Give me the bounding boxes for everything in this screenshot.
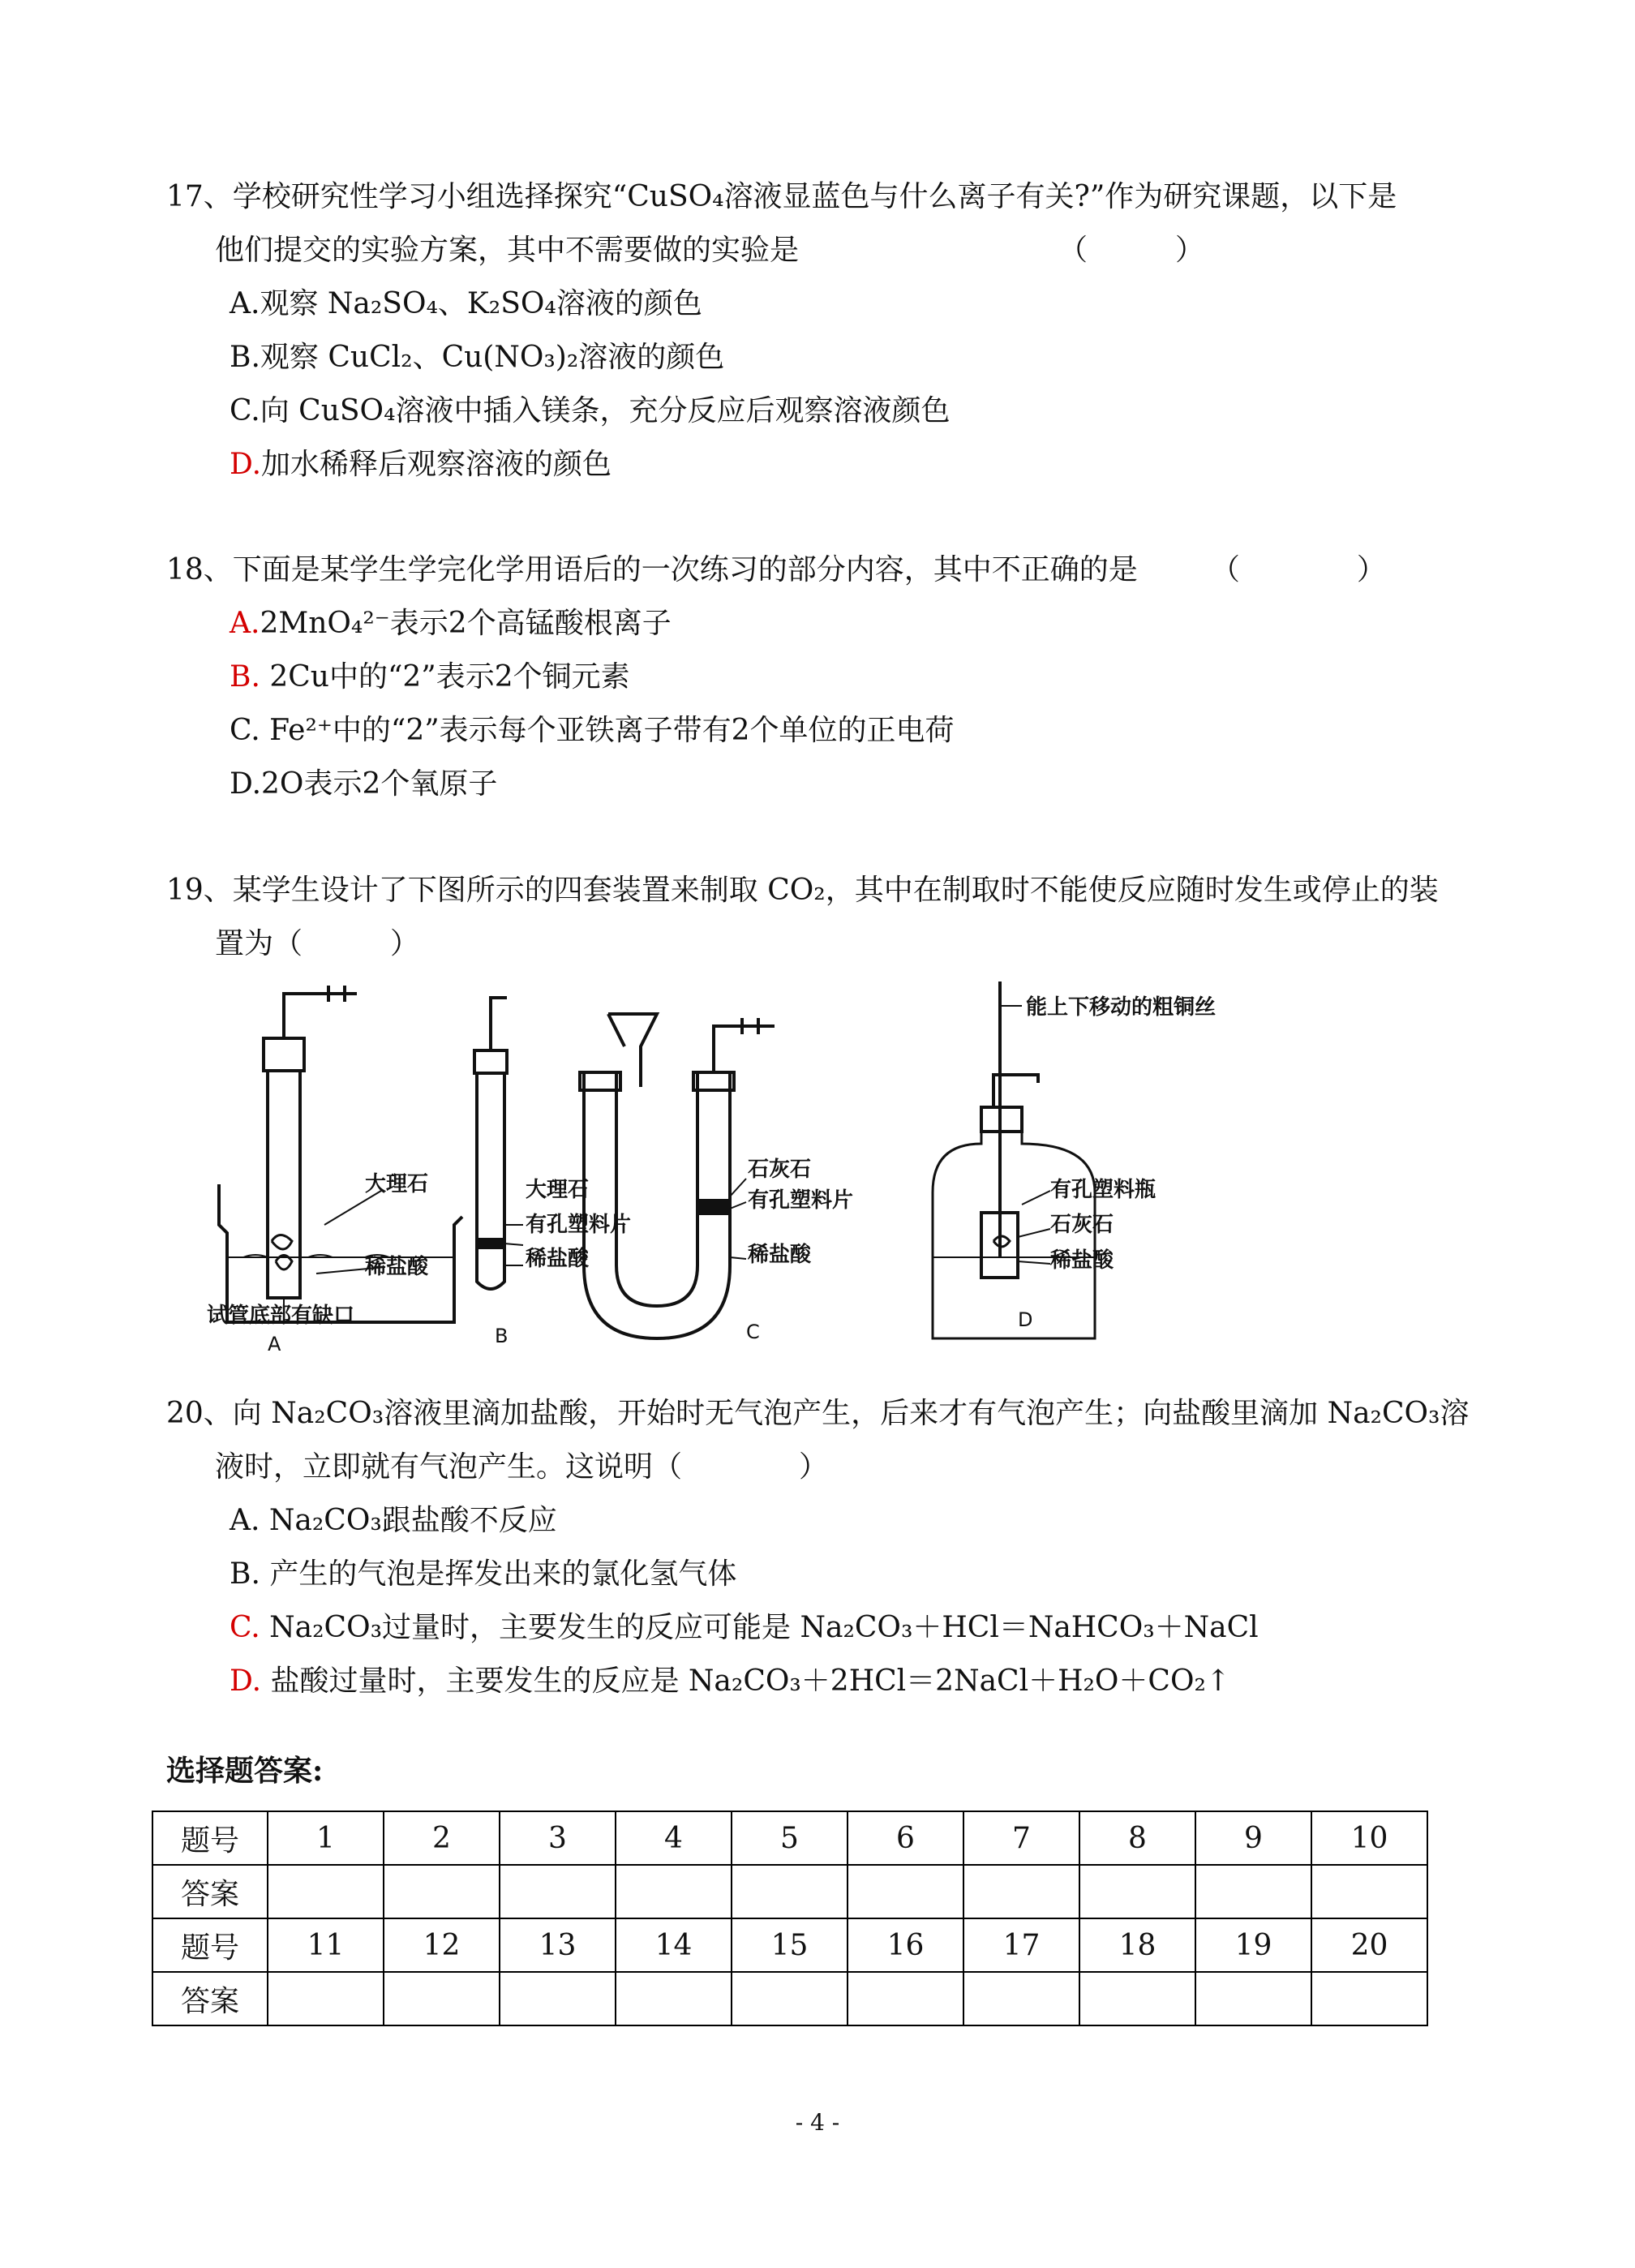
number-cell: 6 bbox=[848, 1811, 963, 1865]
label-c-plate: 有孔塑料片 bbox=[748, 1188, 854, 1213]
header-cell: 题号 bbox=[152, 1811, 268, 1865]
question-19-line2: 置为（ ） bbox=[215, 927, 420, 960]
option-text: 2O表示2个氧原子 bbox=[261, 767, 498, 801]
answer-cell[interactable] bbox=[1311, 1972, 1427, 2025]
option-a bbox=[166, 597, 1496, 651]
question-19 bbox=[166, 864, 1496, 971]
option-text: 加水稀释后观察溶液的颜色 bbox=[261, 448, 612, 481]
option-text: Na₂CO₃过量时，主要发生的反应可能是 Na₂CO₃＋HCl＝NaHCO₃＋NaCl bbox=[260, 1611, 1259, 1644]
number-cell: 1 bbox=[268, 1811, 384, 1865]
label-d-acid: 稀盐酸 bbox=[1050, 1248, 1114, 1273]
number-cell: 9 bbox=[1195, 1811, 1311, 1865]
label-b-plate: 有孔塑料片 bbox=[526, 1213, 632, 1237]
question-17-line2 bbox=[166, 224, 1496, 277]
option-letter: C. bbox=[230, 394, 260, 427]
number-cell: 20 bbox=[1311, 1918, 1427, 1972]
option-b bbox=[166, 1548, 1496, 1601]
number-cell: 14 bbox=[616, 1918, 732, 1972]
answer-cell[interactable] bbox=[500, 1972, 616, 2025]
option-letter: D. bbox=[230, 767, 262, 801]
number-cell: 15 bbox=[732, 1918, 848, 1972]
answer-cell[interactable] bbox=[616, 1972, 732, 2025]
number-cell: 13 bbox=[500, 1918, 616, 1972]
question-20 bbox=[166, 1387, 1496, 1708]
label-d-limestone: 石灰石 bbox=[1050, 1213, 1114, 1237]
number-cell: 3 bbox=[500, 1811, 616, 1865]
label-a-acid: 稀盐酸 bbox=[365, 1255, 429, 1279]
answer-cell[interactable] bbox=[732, 1972, 848, 2025]
question-18-line1 bbox=[166, 543, 1496, 597]
number-cell: 5 bbox=[732, 1811, 848, 1865]
answer-table bbox=[152, 1811, 1428, 2026]
label-c-limestone: 石灰石 bbox=[748, 1158, 812, 1182]
table-row bbox=[152, 1811, 1427, 1865]
option-a bbox=[166, 277, 1496, 331]
option-text: 向 CuSO₄溶液中插入镁条，充分反应后观察溶液颜色 bbox=[260, 394, 951, 427]
label-d-wire: 能上下移动的粗铜丝 bbox=[1026, 995, 1217, 1020]
option-letter: A. bbox=[230, 1504, 260, 1537]
answer-cell[interactable] bbox=[500, 1865, 616, 1918]
option-b bbox=[166, 651, 1496, 704]
number-cell: 18 bbox=[1079, 1918, 1195, 1972]
apparatus-b bbox=[474, 998, 523, 1289]
option-text: Fe²⁺中的“2”表示每个亚铁离子带有2个单位的正电荷 bbox=[260, 714, 955, 747]
answer-cell[interactable] bbox=[848, 1865, 963, 1918]
answer-cell[interactable] bbox=[268, 1972, 384, 2025]
number-cell: 17 bbox=[963, 1918, 1079, 1972]
question-17-line1: 17、学校研究性学习小组选择探究“CuSO₄溶液显蓝色与什么离子有关?”作为研究课题，以下是 bbox=[166, 180, 1397, 213]
apparatus-c bbox=[580, 1014, 775, 1338]
answer-table-title: 选择题答案: bbox=[166, 1754, 324, 1788]
option-letter: C. bbox=[230, 1611, 260, 1644]
answer-cell[interactable] bbox=[1079, 1972, 1195, 2025]
option-letter: D. bbox=[230, 448, 262, 481]
question-17-stem: 他们提交的实验方案，其中不需要做的实验是 bbox=[215, 234, 800, 267]
answer-cell[interactable] bbox=[1195, 1972, 1311, 2025]
answer-cell[interactable] bbox=[732, 1865, 848, 1918]
question-17 bbox=[166, 170, 1496, 492]
number-cell: 19 bbox=[1195, 1918, 1311, 1972]
option-c bbox=[166, 1601, 1496, 1655]
option-letter: B. bbox=[230, 1557, 260, 1591]
option-c bbox=[166, 704, 1496, 758]
option-letter: C. bbox=[230, 714, 260, 747]
option-c bbox=[166, 384, 1496, 438]
answer-cell[interactable] bbox=[616, 1865, 732, 1918]
answer-paren: （ ） bbox=[1058, 234, 1205, 267]
option-text: 产生的气泡是挥发出来的氯化氢气体 bbox=[260, 1557, 737, 1591]
answer-cell[interactable] bbox=[384, 1972, 500, 2025]
option-text: 观察 CuCl₂、Cu(NO₃)₂溶液的颜色 bbox=[260, 341, 725, 374]
table-row bbox=[152, 1972, 1427, 2025]
caption-d: D bbox=[1018, 1308, 1033, 1331]
option-text: Na₂CO₃跟盐酸不反应 bbox=[260, 1504, 557, 1537]
answer-cell[interactable] bbox=[1311, 1865, 1427, 1918]
apparatus-d bbox=[933, 982, 1095, 1338]
number-cell: 12 bbox=[384, 1918, 500, 1972]
option-text: 观察 Na₂SO₄、K₂SO₄溶液的颜色 bbox=[260, 287, 702, 320]
option-letter: A. bbox=[230, 607, 260, 640]
label-b-marble: 大理石 bbox=[526, 1178, 590, 1202]
question-20-line1: 20、向 Na₂CO₃溶液里滴加盐酸，开始时无气泡产生，后来才有气泡产生；向盐酸里滴加 Na₂CO₃溶 bbox=[166, 1397, 1470, 1430]
answer-cell[interactable] bbox=[384, 1865, 500, 1918]
question-18 bbox=[166, 543, 1496, 811]
number-cell: 7 bbox=[963, 1811, 1079, 1865]
option-d bbox=[166, 438, 1496, 492]
number-cell: 16 bbox=[848, 1918, 963, 1972]
caption-c: C bbox=[746, 1321, 760, 1343]
label-b-acid: 稀盐酸 bbox=[526, 1247, 590, 1271]
option-letter: B. bbox=[230, 341, 260, 374]
option-d bbox=[166, 758, 1496, 811]
option-b bbox=[166, 331, 1496, 384]
header-cell: 答案 bbox=[152, 1865, 268, 1918]
number-cell: 10 bbox=[1311, 1811, 1427, 1865]
option-letter: D. bbox=[230, 1664, 262, 1698]
number-cell: 8 bbox=[1079, 1811, 1195, 1865]
caption-b: B bbox=[495, 1325, 509, 1347]
header-cell: 答案 bbox=[152, 1972, 268, 2025]
label-c-acid: 稀盐酸 bbox=[748, 1243, 812, 1267]
answer-cell[interactable] bbox=[1195, 1865, 1311, 1918]
label-a-tube-gap: 试管底部有缺口 bbox=[207, 1304, 355, 1328]
answer-paren: （ ） bbox=[1210, 553, 1386, 586]
option-a bbox=[166, 1494, 1496, 1548]
answer-cell[interactable] bbox=[268, 1865, 384, 1918]
table-row bbox=[152, 1918, 1427, 1972]
question-20-line2: 液时，立即就有气泡产生。这说明（ ） bbox=[215, 1450, 829, 1484]
option-letter: A. bbox=[230, 287, 260, 320]
table-row bbox=[152, 1865, 1427, 1918]
question-18-stem: 18、下面是某学生学完化学用语后的一次练习的部分内容，其中不正确的是 bbox=[166, 553, 1138, 586]
page-number: - 4 - bbox=[795, 2109, 840, 2136]
label-d-bottle: 有孔塑料瓶 bbox=[1050, 1178, 1157, 1202]
number-cell: 2 bbox=[384, 1811, 500, 1865]
option-text: 盐酸过量时，主要发生的反应是 Na₂CO₃＋2HCl＝2NaCl＋H₂O＋CO₂↑ bbox=[261, 1664, 1231, 1698]
answer-cell[interactable] bbox=[848, 1972, 963, 2025]
apparatus-figure bbox=[203, 982, 1273, 1355]
option-d bbox=[166, 1655, 1496, 1708]
option-letter: B. bbox=[230, 660, 260, 694]
number-cell: 11 bbox=[268, 1918, 384, 1972]
answer-cell[interactable] bbox=[1079, 1865, 1195, 1918]
header-cell: 题号 bbox=[152, 1918, 268, 1972]
answer-cell[interactable] bbox=[963, 1865, 1079, 1918]
option-text: 2Cu中的“2”表示2个铜元素 bbox=[260, 660, 630, 694]
caption-a: A bbox=[268, 1333, 281, 1355]
answer-cell[interactable] bbox=[963, 1972, 1079, 2025]
question-19-line1: 19、某学生设计了下图所示的四套装置来制取 CO₂，其中在制取时不能使反应随时发生或停止的装 bbox=[166, 874, 1439, 907]
label-a-marble: 大理石 bbox=[365, 1172, 429, 1196]
option-text: 2MnO₄²⁻表示2个高锰酸根离子 bbox=[260, 607, 672, 640]
number-cell: 4 bbox=[616, 1811, 732, 1865]
